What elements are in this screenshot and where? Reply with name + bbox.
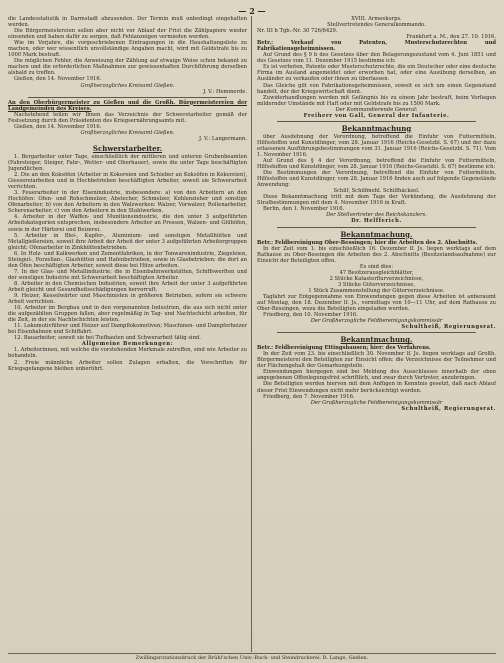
- notice-date: Gießen, den 14. November 1916.: [14, 123, 102, 130]
- announcement-para: 2 Stücke Katasterflurverzeichnisse,: [329, 275, 424, 282]
- announcement-para: Es sind dies:: [359, 263, 394, 270]
- left-column: [8, 16, 252, 652]
- announcement-para: Auf Grund des § 4 der Verordnung, betreffend die Einfuhr von Futtermitteln, Hilfsstoffen und Kunstdünger, vom 28. Januar 1916 (Reichs-Gesetzbl. S. 67) bestimme ich:: [257, 157, 496, 171]
- general-remark: 1. Arbeiterinnen, mit welche die vorstehenden Merkmale zutreffen, sind wie Arbeiter zu behandeln.: [8, 347, 247, 360]
- list-item: 10. Arbeiter im Bergbau und in den vorgenannten Industrien, die aus sich nicht unter die aufgezählten Gruppen fallen, aber regelmäßig in Tag- und Nachtschicht arbeiten, für die Zeit, in der sie Nachtschichten leisten.: [8, 305, 247, 324]
- list-item: 5. Arbeiter in Blei-, Kupfer-, Aluminium- und sonstigen Metallhütten und Metallgießereien, soweit ihre Arbeit der Arbeit der unter 3 aufgeführten Arbeitergruppen gleicht; Ofenarbeiter in Zinkhüttenbetrieben.: [8, 232, 247, 251]
- signature-name: Dr. Helfferich.: [351, 218, 402, 225]
- intro-date: Gießen, den 14. November 1916.: [14, 76, 102, 83]
- list-item: 6. In Holz- und Kalkwerken und Zementfabriken, in der Tonwarenindustrie, Ziegeleien, Steingut-, Porzellan-, Glashütten und Hafenbetrieben, sowie in Glasbetrieben: die dort an den Öfen beschäftigten Arbeiter, soweit diese bei Hitze arbeiten.: [8, 250, 247, 269]
- announcement-para: Schilf, Schilfmehl. Schilfhäcksel.: [333, 188, 420, 195]
- subject-line-4: Betr.: Feldbereinigung Ettingshausen; hier: des Verfahrens.: [257, 345, 431, 352]
- intro-para-1: die Landesstatistik in Darmstadt abzusenden. Der Termin muß unbedingt eingehalten werden.: [8, 16, 247, 29]
- printer-footer: Zwillingsrotationsdruck der Brühl'schen Univ.-Buch- und Steindruckerei. R. Lange, Gießen.: [8, 653, 496, 661]
- section-title-bekanntmachung-2: Bekanntmachung.: [340, 229, 413, 239]
- signature-name-1: J. V.: Hemmerde.: [203, 88, 247, 95]
- subject-line-1: Betr.: Verkauf von Patenten, Musterschutzrechten und Fabrikationsgeheimnissen.: [257, 40, 496, 53]
- divider: [277, 121, 476, 122]
- list-item: 12. Bauarbeiter, soweit sie bei Tiefbauten und Schwerarbeit tätig sind.: [14, 335, 201, 342]
- announcement-date: Friedberg, den 10. November 1916.: [263, 312, 358, 319]
- signature-role: Der Stellvertreter des Reichskanzlers.: [326, 212, 427, 219]
- decree-para: Auf Grund des § 9 b des Gesetzes über den Belagerungszustand vom 4. Juni 1851 und des Gesetzes vom 11. Dezember 1915 bestimme ich:: [257, 52, 496, 65]
- list-item: 4. Arbeiter in der Waffen- und Munitionsindustrie, die den unter 3 aufgeführten Arbeitskategorien entsprechen, insbesondere Arbeiter an Pressen, Walzen- und Glühöfen, sowie in der Härterei und Beizerei.: [8, 214, 247, 233]
- decree-para: Es ist verboten, Patente oder Musterschutzrechte, die ein Deutscher oder eine deutsche Firma im Ausland angemeldet oder erworben hat, oder eine Ausübung derselben, an Ausländer zu verkaufen oder ihnen zu überlassen.: [257, 64, 496, 83]
- list-item: 11. Lokomotivführer und Heizer auf Dampflokomotiven; Maschinen- und Dampferheizer bei Eisenbahnen und Schiffahrt.: [8, 323, 247, 336]
- right-column: [252, 16, 496, 652]
- columns: [8, 16, 496, 652]
- signature-org-2: Großherzogliches Kreisamt Gießen.: [80, 129, 175, 136]
- announcement-para: Tagfahrt zur Entgegennahme von Einwendungen gegen diese Arbeiten ist anberaumt auf Montag, den 18. Dezember lf. Js., vormittags von 10—11 Uhr, auf dem Rathause zu Ober-Bessingen, wozu die Beteiligten eingeladen werden.: [257, 293, 496, 313]
- announcement-para: Einwendungen hiergegen sind bei Meldung des Ausschlusses innerhalb der oben angegebenen Offenlegungsfrist schriftlich, und zwar durch Vertreter, anzubringen.: [257, 369, 496, 382]
- notice-address: An den Oberbürgermeister zu Gießen und die Großh. Bürgermeistereien der Landgemeinden des Kreises.: [8, 99, 247, 112]
- signature-name: Schultheiß, Regierungsrat.: [401, 405, 496, 412]
- section-title-bekanntmachung-1: Bekanntmachung: [341, 123, 412, 133]
- header-line: Nr. III b Tgb.-Nr. 30 726/6429.: [257, 28, 338, 35]
- announcement-para: In der Zeit vom 1. bis einschließlich 16. Dezember lf. Js. liegen werktags auf dem Rathause zu Ober-Bessingen die Arbeiten des 2. Abschnitts (Besitzstandsaufnahme) zur Einsicht der Beteiligten offen.: [257, 245, 496, 264]
- decree-para: Das Gleiche gilt von Fabrikationsgeheimnissen, soweit es sich um einen Gegenstand handelt, der der Kriegswirtschaft dient.: [257, 82, 496, 95]
- section-title-schwerstarbeiter: Schwerstarbeiter.: [92, 143, 163, 153]
- announcement-para: Die Bestimmungen der Verordnung, betreffend die Einfuhr von Futtermitteln, Hilfsstoffen und Kunstdünger, vom 28. Januar 1916 finden auch auf folgende Gegenstände Anwendung:: [257, 170, 496, 189]
- announcement-para: 47 Besitzerausgleichblätter,: [339, 269, 414, 276]
- page-number: — 2 —: [238, 6, 266, 16]
- subject-line-3: Betr.: Feldbereinigung Ober-Bessingen; hier die Arbeiten des 2. Abschnitts.: [257, 239, 478, 246]
- section-title-bekanntmachung-3: Bekanntmachung.: [340, 335, 413, 345]
- announcement-para: 3 Stücke Güterverzeichnisse,: [337, 281, 416, 288]
- general-role: Der Kommandierende General:: [335, 106, 418, 113]
- decree-date: Frankfurt a. M., den 27. 10. 1916.: [406, 34, 496, 41]
- signature-role: Der Großherzogliche Feldbereinigungskommissär: [310, 399, 443, 406]
- intro-para-4: Die möglichen Fehler, die Anweisung der Zählung auf etwaige Weise schon bekannt zu machen und die erforderlichen Maßnahmen zur gewissenhaften Durchführung derselben alsbald zu treffen.: [8, 58, 247, 77]
- announcement-para: In der Zeit vom 23. bis einschließlich 30. November lf. Js. liegen werktags auf Großh. Bürgermeisterei den Beteiligten zur Einsicht offen: die Verzeichnisse der Teilnehmer und der Flächengehalt der Gemarkungsteile.: [257, 351, 496, 370]
- list-item: 1. Bergarbeiter unter Tage, einschließlich der mittleren und unteren Grubenbeamten (Fahrsteiger, Steiger, Fahr-, Wetter- und Oberhauer), sowie die unter Tage beschäftigten Jugendlichen.: [8, 153, 247, 173]
- divider: [277, 227, 476, 228]
- list-item: 3. Feuerarbeiter in der Eisenindustrie, insbesondere: a) von den Arbeitern an den Hochöfen: Ofen- und Rohschmelzer, Abstecher, Schmelzer, Kohlenzieher und sonstige Ofenarbeiter; b) von den Arbeitern in den Walzwerken: Walzer, Vorwalzer, Rollenarbeiter, Scherenarbeiter; c) von den Arbeitern in den Stahlwerken.: [8, 190, 247, 215]
- general-remark: 2. Freie männliche Arbeiter sollen Zulagen erhalten, die Vorschriften für Kriegsgefangene bleiben unberührt.: [8, 359, 247, 372]
- list-item: 9. Heizer, Kesselwärter und Maschinisten in größeren Betrieben, sofern sie schwere Arbeit verrichten.: [8, 293, 247, 306]
- signature-name-2: J. V.: Langermann.: [199, 135, 247, 142]
- header-line: Stellvertretendes Generalkommando.: [327, 22, 426, 29]
- intro-para-2: Die Bürgermeistereien sollen aber nicht vor Ablauf der Frist die Zählpapiere wieder einsenden und haben dafür zu sorgen, daß Fehlanzeigen vermieden werden.: [8, 28, 247, 41]
- intro-para-3: Wie im Vorjahre, die vorgeschriebenen Eintragungen in die Haushaltungsliste zu machen, oder wer wissentlich unvollständige Angaben macht, wird mit Geldstrafe bis zu 1000 Mark bestraft.: [8, 40, 247, 59]
- announcement-para: Die Beteiligten werden hiervon mit dem Anfügen in Kenntnis gesetzt, daß nach Ablauf dieser Frist Einwendungen nicht mehr berücksichtigt werden.: [257, 381, 496, 394]
- signature-name: Schultheiß, Regierungsrat.: [401, 324, 496, 331]
- notice-body: Nachstehend teilen wir Ihnen das Verzeichnis der Schwerstarbeiter gemäß der Festsetzung durch den Präsidenten des Kriegsernährungsamts mit.: [8, 111, 247, 124]
- decree-para: Zuwiderhandlungen werden mit Gefängnis bis zu einem Jahr bestraft, beim Vorliegen mildernder Umstände mit Haft oder mit Geldstrafe bis zu 1500 Mark.: [257, 94, 496, 107]
- announcement-para: über Ausdehnung der Verordnung, betreffend die Einfuhr von Futtermitteln, Hilfsstoffen und Kunstdünger, vom 28. Januar 1916 (Reichs-Gesetzbl. S. 67) und der dazu erlassenen Ausführungsbestimmungen vom 31. Januar 1916 (Reichs-Gesetzbl. S. 71). Vom 1. November 1916.: [257, 133, 496, 158]
- signature-org-1: Großherzogliches Kreisamt Gießen.: [80, 82, 175, 89]
- announcement-para: 1 Stück Zusammenstellung der Güterverzeichnisse.: [308, 287, 445, 294]
- list-item: 2. Die an den Koksöfen (Arbeiter in Kokereien und Schieber an Koksöfen in Kokereien), Giessereiarbeiten und in Hochbetrieben beschäftigten Arbeiter, soweit sie Schwerarbeit verrichten.: [8, 172, 247, 191]
- list-item: 8. Arbeiter in den Chemischen Industrien, soweit ihre Arbeit der unter 3 aufgeführten Arbeit gleicht und Gesundheitsschädigungen hervorruft.: [8, 280, 247, 293]
- general-remarks-title: Allgemeine Bemerkungen:: [81, 341, 174, 348]
- list-item: 7. In der Glas- und Metallindustrie: die in Eisenbahnwerkstätten, Schiffswerften und der sonstigen Industrie mit Schwerarbeit beschäftigten Arbeiter.: [8, 268, 247, 281]
- divider: [277, 332, 476, 333]
- divider: [28, 97, 227, 98]
- announcement-para: Diese Bekanntmachung tritt mit dem Tage der Verkündung, die Ausdehnung der Strafbestimmungen mit dem 4. November 1916 in Kraft.: [257, 194, 496, 207]
- header-line: XVIII. Armeekorps.: [351, 16, 402, 22]
- signature-role: Der Großherzogliche Feldbereinigungskommissär: [310, 318, 443, 325]
- announcement-date: Berlin, den 1. November 1916.: [263, 206, 345, 213]
- general-name: Freiherr von Gall, General der Infanterie.: [303, 112, 450, 119]
- announcement-date: Friedberg, den 7. November 1916.: [263, 393, 355, 400]
